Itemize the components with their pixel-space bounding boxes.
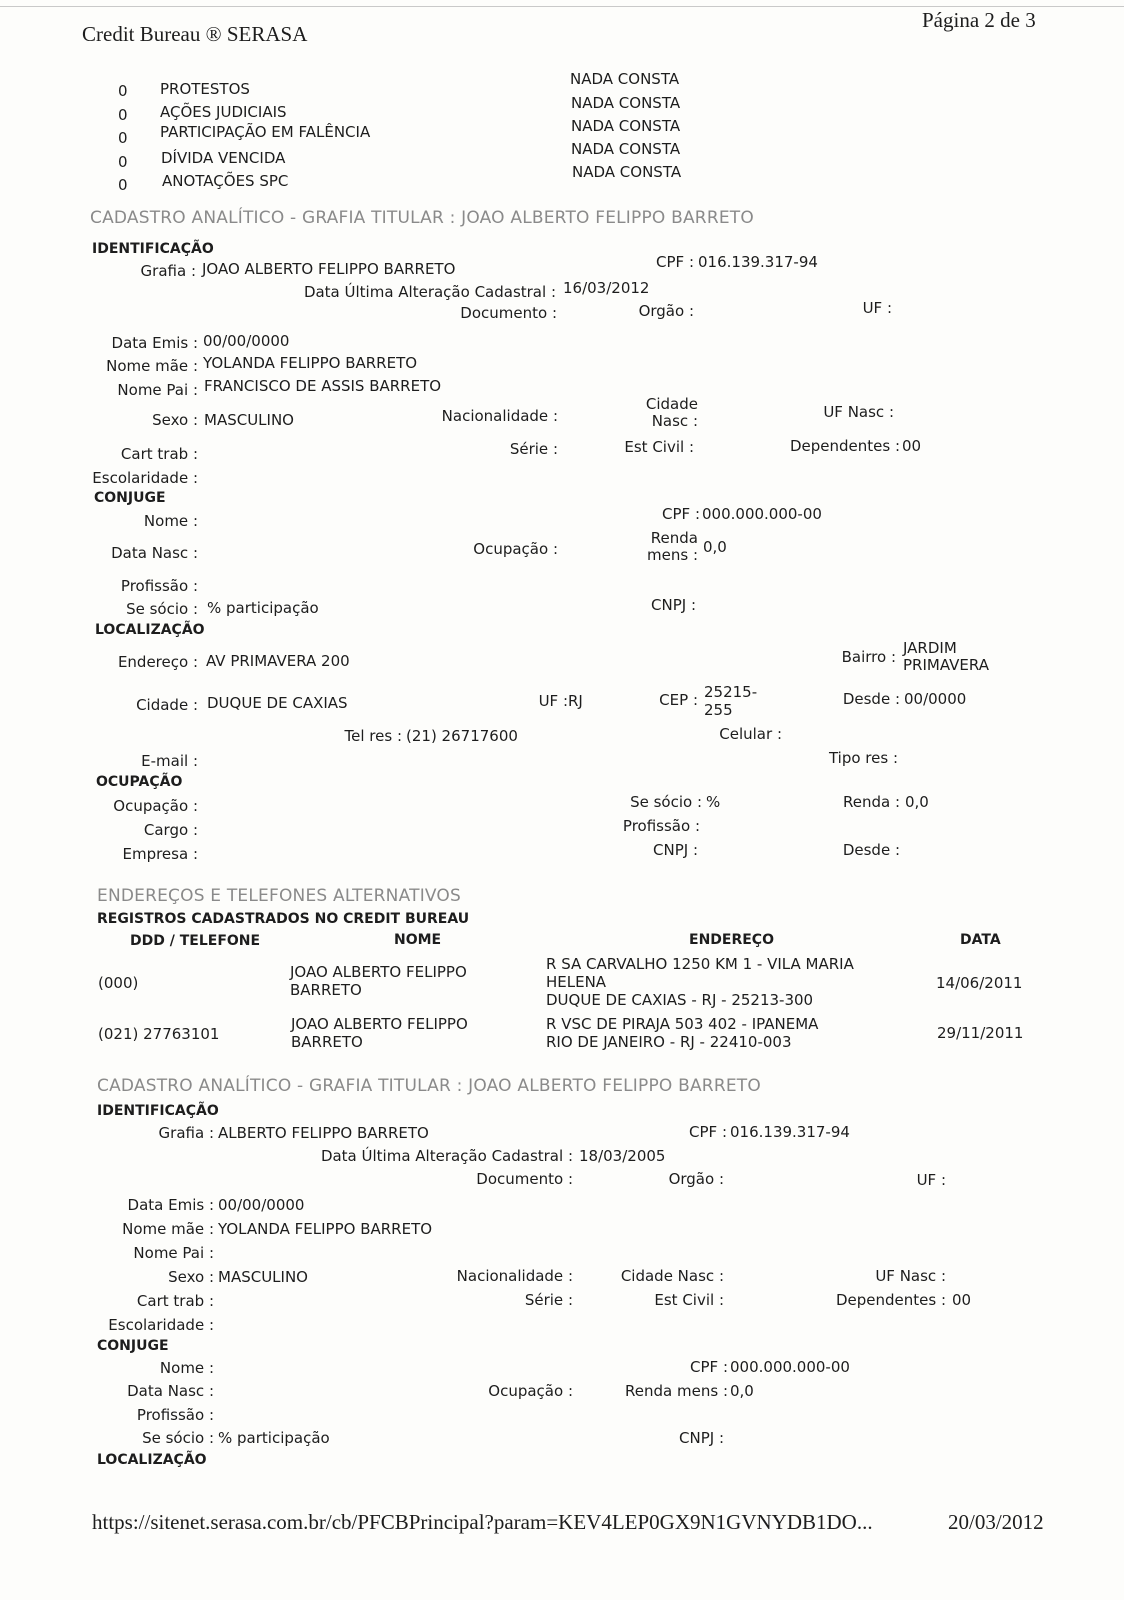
summary-label: AÇÕES JUDICIAIS — [160, 103, 287, 121]
footer-date: 20/03/2012 — [948, 1510, 1044, 1534]
conjuge-2-renda-value: 0,0 — [730, 1382, 754, 1400]
conjuge-2-data-nasc-label: Data Nasc : — [127, 1382, 214, 1400]
uf-res-value: RJ — [568, 692, 583, 710]
conjuge-2-socio-value: % participação — [218, 1429, 330, 1447]
sexo-label: Sexo : — [152, 411, 198, 429]
endereco-value: AV PRIMAVERA 200 — [206, 652, 350, 670]
nome-mae-label: Nome mãe : — [106, 357, 198, 375]
ocupacao-heading: OCUPAÇÃO — [96, 774, 183, 790]
data-emis-2-value: 00/00/0000 — [218, 1196, 305, 1214]
nome-mae-2-label: Nome mãe : — [122, 1220, 214, 1238]
conjuge-cnpj-label: CNPJ : — [651, 596, 696, 614]
page-number: Página 2 de 3 — [922, 8, 1036, 32]
uf-nasc-label: UF Nasc : — [823, 403, 894, 421]
ocupacao-desde-label: Desde : — [843, 841, 900, 859]
conjuge-2-ocupacao-label: Ocupação : — [488, 1382, 573, 1400]
summary-label: PARTICIPAÇÃO EM FALÊNCIA — [160, 123, 371, 141]
summary-status: NADA CONSTA — [571, 117, 681, 135]
data-alteracao-2-label: Data Última Alteração Cadastral : — [321, 1147, 573, 1165]
summary-count: 0 — [118, 82, 128, 100]
summary-label: DÍVIDA VENCIDA — [161, 149, 286, 167]
data-emis-2-label: Data Emis : — [128, 1196, 214, 1214]
uf-nasc-2-label: UF Nasc : — [875, 1267, 946, 1285]
conjuge-2-profissao-label: Profissão : — [137, 1406, 214, 1424]
alternativos-title: ENDEREÇOS E TELEFONES ALTERNATIVOS — [97, 886, 462, 906]
uf-label: UF : — [863, 299, 892, 317]
ocupacao-profissao-label: Profissão : — [623, 817, 700, 835]
localizacao-2-heading: LOCALIZAÇÃO — [97, 1452, 207, 1468]
dependentes-2-value: 00 — [952, 1291, 972, 1309]
ocupacao-socio-label: Se sócio : — [630, 793, 702, 811]
ocupacao-socio-value: % — [706, 793, 721, 811]
cpf-2-label: CPF : — [689, 1123, 727, 1141]
empresa-label: Empresa : — [122, 845, 198, 863]
data-alteracao-2-value: 18/03/2005 — [579, 1147, 666, 1165]
data-alteracao-label: Data Última Alteração Cadastral : — [304, 283, 556, 301]
conjuge-cpf-value: 000.000.000-00 — [702, 505, 822, 523]
col-nome: NOME — [394, 932, 442, 948]
tel-res-value: (21) 26717600 — [406, 727, 518, 745]
summary-label: PROTESTOS — [160, 80, 250, 98]
sexo-2-label: Sexo : — [168, 1268, 214, 1286]
ocupacao-label: Ocupação : — [113, 797, 198, 815]
nacionalidade-label: Nacionalidade : — [442, 407, 558, 425]
desde-value: 00/0000 — [904, 690, 967, 708]
cidade-nasc-2-label: Cidade Nasc : — [621, 1267, 724, 1285]
uf-res-label: UF : — [539, 692, 568, 710]
data-emis-label: Data Emis : — [112, 334, 198, 352]
sexo-value: MASCULINO — [204, 411, 294, 429]
nome-mae-2-value: YOLANDA FELIPPO BARRETO — [218, 1220, 433, 1238]
orgao-2-label: Orgão : — [669, 1170, 724, 1188]
conjuge-renda-value: 0,0 — [703, 538, 727, 556]
conjuge-2-socio-label: Se sócio : — [142, 1429, 214, 1447]
identificacao-2-heading: IDENTIFICAÇÃO — [97, 1103, 219, 1119]
summary-status: NADA CONSTA — [570, 70, 680, 88]
escolaridade-2-label: Escolaridade : — [108, 1316, 214, 1334]
bairro-value: JARDIM PRIMAVERA — [903, 639, 989, 674]
summary-count: 0 — [118, 106, 128, 124]
conjuge-2-renda-label: Renda mens : — [625, 1382, 728, 1400]
cidade-label: Cidade : — [136, 696, 198, 714]
row-data: 29/11/2011 — [937, 1024, 1024, 1042]
col-endereco: ENDEREÇO — [689, 932, 774, 948]
col-data: DATA — [960, 932, 1001, 948]
summary-status: NADA CONSTA — [572, 163, 682, 181]
row-nome: JOAO ALBERTO FELIPPO BARRETO — [291, 1015, 468, 1051]
cpf-label: CPF : — [656, 253, 694, 271]
cart-trab-label: Cart trab : — [121, 445, 198, 463]
conjuge-socio-value: % participação — [207, 599, 319, 617]
orgao-label: Orgão : — [639, 302, 694, 320]
summary-count: 0 — [118, 153, 128, 171]
cpf-2-value: 016.139.317-94 — [730, 1123, 850, 1141]
top-rule — [0, 6, 1124, 7]
dependentes-2-label: Dependentes : — [836, 1291, 946, 1309]
email-label: E-mail : — [141, 752, 198, 770]
row-data: 14/06/2011 — [936, 974, 1023, 992]
nacionalidade-2-label: Nacionalidade : — [457, 1267, 573, 1285]
escolaridade-label: Escolaridade : — [92, 469, 198, 487]
identificacao-heading: IDENTIFICAÇÃO — [92, 241, 214, 257]
nome-pai-label: Nome Pai : — [117, 381, 198, 399]
conjuge-2-cnpj-label: CNPJ : — [679, 1429, 724, 1447]
summary-status: NADA CONSTA — [571, 140, 681, 158]
alternativos-subtitle: REGISTROS CADASTRADOS NO CREDIT BUREAU — [97, 911, 470, 927]
data-alteracao-value: 16/03/2012 — [563, 279, 650, 297]
ocupacao-renda-value: 0,0 — [905, 793, 929, 811]
uf-2-label: UF : — [917, 1171, 946, 1189]
cep-label: CEP : — [659, 691, 698, 709]
conjuge-cpf-label: CPF : — [662, 505, 700, 523]
conjuge-data-nasc-label: Data Nasc : — [111, 544, 198, 562]
summary-count: 0 — [118, 176, 128, 194]
tel-res-label: Tel res : — [345, 727, 403, 745]
nome-pai-value: FRANCISCO DE ASSIS BARRETO — [204, 377, 442, 395]
dependentes-value: 00 — [902, 437, 922, 455]
bairro-label: Bairro : — [842, 648, 896, 666]
conjuge-2-heading: CONJUGE — [97, 1338, 169, 1354]
cadastro-2-title: CADASTRO ANALÍTICO - GRAFIA TITULAR : JOAO ALBERTO FELIPPO BARRETO — [97, 1076, 761, 1096]
row-nome: JOAO ALBERTO FELIPPO BARRETO — [290, 963, 467, 999]
cargo-label: Cargo : — [144, 821, 198, 839]
grafia-2-label: Grafia : — [159, 1124, 214, 1142]
cidade-nasc-label: Cidade Nasc : — [638, 396, 698, 430]
grafia-2-value: ALBERTO FELIPPO BARRETO — [218, 1124, 429, 1142]
conjuge-nome-label: Nome : — [144, 512, 198, 530]
conjuge-renda-label: Renda mens : — [636, 530, 698, 564]
conjuge-socio-label: Se sócio : — [126, 600, 198, 618]
documento-2-label: Documento : — [476, 1170, 573, 1188]
row-endereco-line2: RIO DE JANEIRO - RJ - 22410-003 — [546, 1033, 792, 1051]
cpf-value: 016.139.317-94 — [698, 253, 818, 271]
row-telefone: (000) — [98, 974, 139, 992]
conjuge-2-cpf-label: CPF : — [690, 1358, 728, 1376]
conjuge-heading: CONJUGE — [94, 490, 166, 506]
brand-title: Credit Bureau ® SERASA — [82, 22, 308, 46]
row-endereco-line1: R VSC DE PIRAJA 503 402 - IPANEMA — [546, 1015, 819, 1033]
localizacao-heading: LOCALIZAÇÃO — [95, 622, 205, 638]
conjuge-2-cpf-value: 000.000.000-00 — [730, 1358, 850, 1376]
documento-label: Documento : — [460, 304, 557, 322]
endereco-label: Endereço : — [118, 653, 198, 671]
row-telefone: (021) 27763101 — [98, 1025, 220, 1043]
tipo-res-label: Tipo res : — [829, 749, 898, 767]
cep-value: 25215-255 — [704, 683, 758, 719]
conjuge-profissao-label: Profissão : — [121, 577, 198, 595]
grafia-value: JOAO ALBERTO FELIPPO BARRETO — [202, 260, 456, 278]
celular-label: Celular : — [719, 725, 782, 743]
cart-trab-2-label: Cart trab : — [137, 1292, 214, 1310]
conjuge-ocupacao-label: Ocupação : — [473, 540, 558, 558]
data-emis-value: 00/00/0000 — [203, 332, 290, 350]
cidade-value: DUQUE DE CAXIAS — [207, 694, 348, 712]
desde-label: Desde : — [843, 690, 900, 708]
col-telefone: DDD / TELEFONE — [130, 933, 261, 949]
summary-label: ANOTAÇÕES SPC — [162, 172, 289, 190]
grafia-label: Grafia : — [141, 262, 196, 280]
sexo-2-value: MASCULINO — [218, 1268, 308, 1286]
nome-pai-2-label: Nome Pai : — [133, 1244, 214, 1262]
est-civil-label: Est Civil : — [624, 438, 694, 456]
nome-mae-value: YOLANDA FELIPPO BARRETO — [203, 354, 418, 372]
serie-2-label: Série : — [525, 1291, 573, 1309]
ocupacao-cnpj-label: CNPJ : — [653, 841, 698, 859]
serie-label: Série : — [510, 440, 558, 458]
footer-url[interactable]: https://sitenet.serasa.com.br/cb/PFCBPrincipal?param=KEV4LEP0GX9N1GVNYDB1DO... — [92, 1510, 873, 1534]
summary-status: NADA CONSTA — [571, 94, 681, 112]
summary-count: 0 — [118, 129, 128, 147]
row-endereco-line1: R SA CARVALHO 1250 KM 1 - VILA MARIA HELENA — [546, 955, 854, 991]
ocupacao-renda-label: Renda : — [843, 793, 900, 811]
dependentes-label: Dependentes : — [790, 437, 900, 455]
row-endereco-line2: DUQUE DE CAXIAS - RJ - 25213-300 — [546, 991, 814, 1009]
conjuge-2-nome-label: Nome : — [160, 1359, 214, 1377]
est-civil-2-label: Est Civil : — [654, 1291, 724, 1309]
cadastro-1-title: CADASTRO ANALÍTICO - GRAFIA TITULAR : JOAO ALBERTO FELIPPO BARRETO — [90, 208, 754, 228]
